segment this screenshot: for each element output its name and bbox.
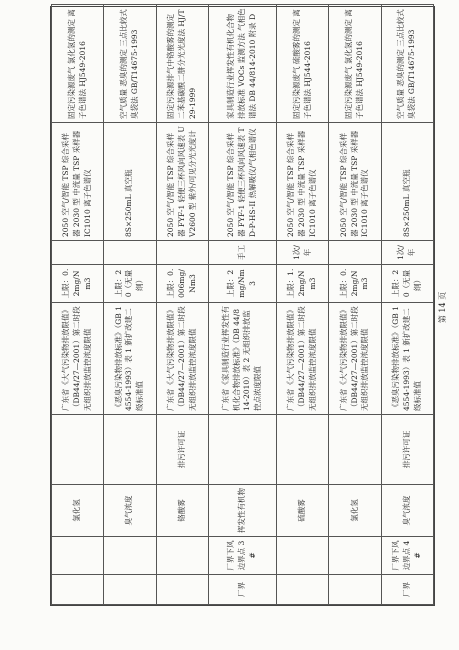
cell-analysis: 固定污染源废气 氯化氢的测定 离子色谱法 HJ549-2016 (329, 5, 381, 123)
cell-analysis: 固定污染源废气 硫酸雾的测定 离子色谱法 HJ544-2016 (277, 5, 329, 123)
cell-permit (208, 415, 276, 485)
table-row (277, 5, 329, 605)
cell-pollutant: 臭气浓度 (381, 485, 433, 537)
cell-limit: 上限：2mg/Nm3 (208, 265, 276, 303)
cell-equipment: 2050 空气/智能 TSP 综合采样器 2030 型 中流量 TSP 采样器 IC1010 离子色谱仪 (277, 123, 329, 241)
cell-point (277, 537, 329, 575)
cell-pollutant: 硫酸雾 (277, 485, 329, 537)
cell-method: 1次/年 (381, 241, 433, 265)
cell-site: 厂界 (208, 575, 276, 605)
cell-limit: 上限：1.2mg/Nm3 (277, 265, 329, 303)
cell-limit: 上限：20（无量纲） (381, 265, 433, 303)
cell-pollutant: 挥发性有机物 (208, 485, 276, 537)
cell-standard: 广东省《家具制造行业挥发性有机化合物排放标准》（DB 44/814-2010）表 2 无组织排放监控点浓度限值 (208, 303, 276, 415)
table-row (329, 5, 381, 605)
cell-standard: 《恶臭污染物排放标准》（GB 14554-1993）表 1 新扩改建二级标准值 (104, 303, 156, 415)
cell-method: 1次/年 (277, 241, 329, 265)
cell-method (104, 241, 156, 265)
cell-standard: 广东省《大气污染物排放限值》（DB44/27—2001）第二时段无组织排放监控浓度限值 (329, 303, 381, 415)
cell-pollutant: 铬酸雾 (156, 485, 208, 537)
cell-limit: 上限：0.2mg/Nm3 (52, 265, 104, 303)
cell-pollutant: 臭气浓度 (104, 485, 156, 537)
cell-pollutant: 氯化氢 (329, 485, 381, 537)
cell-standard: 《恶臭污染物排放标准》（GB 14554-1993）表 1 新扩改建二级标准值 (381, 303, 433, 415)
cell-site (329, 575, 381, 605)
cell-standard: 广东省《大气污染物排放限值》（DB44/27—2001）第二时段无组织排放监控浓度限值 (156, 303, 208, 415)
cell-point (52, 537, 104, 575)
page-number: 第 14 页 (438, 291, 448, 324)
table-row (381, 5, 433, 605)
cell-pollutant: 氯化氢 (52, 485, 104, 537)
cell-analysis: 固定污染源排气中铬酸雾的测定 二苯基碳酰二肼分光光度法 HJ/T 29-1999 (156, 5, 208, 123)
cell-permit: 排污许可证 (156, 415, 208, 485)
cell-site: 厂界 (381, 575, 433, 605)
cell-point (104, 537, 156, 575)
cell-analysis: 家具制造行业挥发性有机化合物排放标准 VOCs 监测方法 气相色谱法 DB 44/814-2010 附录 D (208, 5, 276, 123)
cell-equipment: 8S×250mL 真空瓶 (104, 123, 156, 241)
cell-standard: 广东省《大气污染物排放限值》（DB44/27—2001）第二时段无组织排放监控浓度限值 (277, 303, 329, 415)
cell-method (156, 241, 208, 265)
cell-equipment: 2050 空气/智能 TSP 综合采样器 FYF-1 轻便三杯风向风速表 UV2600 型 紫外/可见分光光度计 (156, 123, 208, 241)
cell-permit (329, 415, 381, 485)
table-row (208, 5, 276, 605)
cell-point: 厂界下风边界点 4# (381, 537, 433, 575)
cell-permit (52, 415, 104, 485)
cell-method: 手工 (208, 241, 276, 265)
cell-limit: 上限：0.2mg/Nm3 (329, 265, 381, 303)
cell-site (277, 575, 329, 605)
table-row (104, 5, 156, 605)
table-row (156, 5, 208, 605)
cell-equipment: 2050 空气/智能 TSP 综合采样器 FYF-1 轻便三杯风向风速表 TD-P-HS-II 热解吸仪/气相色谱仪 (208, 123, 276, 241)
cell-standard: 广东省《大气污染物排放限值》（DB44/27—2001）第二时段无组织排放监控浓度限值 (52, 303, 104, 415)
cell-site (156, 575, 208, 605)
cell-permit (104, 415, 156, 485)
cell-analysis: 空气质量 恶臭的测定 三点比较式臭袋法 GB/T14675-1993 (381, 5, 433, 123)
cell-limit: 上限：0.006mg/Nm3 (156, 265, 208, 303)
cell-method (52, 241, 104, 265)
cell-permit (277, 415, 329, 485)
cell-equipment: 2050 空气/智能 TSP 综合采样器 2030 型 中流量 TSP 采样器 IC1010 离子色谱仪 (52, 123, 104, 241)
cell-site (52, 575, 104, 605)
cell-equipment: 8S×250mL 真空瓶 (381, 123, 433, 241)
cell-analysis: 固定污染源废气 氯化氢的测定 离子色谱法 HJ549-2016 (52, 5, 104, 123)
cell-point (329, 537, 381, 575)
cell-point (156, 537, 208, 575)
cell-analysis: 空气质量 恶臭的测定 三点比较式臭袋法 GB/T14675-1993 (104, 5, 156, 123)
cell-permit: 排污许可证 (381, 415, 433, 485)
cell-limit: 上限：20（无量纲） (104, 265, 156, 303)
cell-site (104, 575, 156, 605)
cell-equipment: 2050 空气/智能 TSP 综合采样器 2030 型 中流量 TSP 采样器 IC1010 离子色谱仪 (329, 123, 381, 241)
cell-method (329, 241, 381, 265)
monitoring-table (50, 6, 435, 606)
cell-point: 厂界下风边界点 3# (208, 537, 276, 575)
table-row (52, 5, 104, 605)
